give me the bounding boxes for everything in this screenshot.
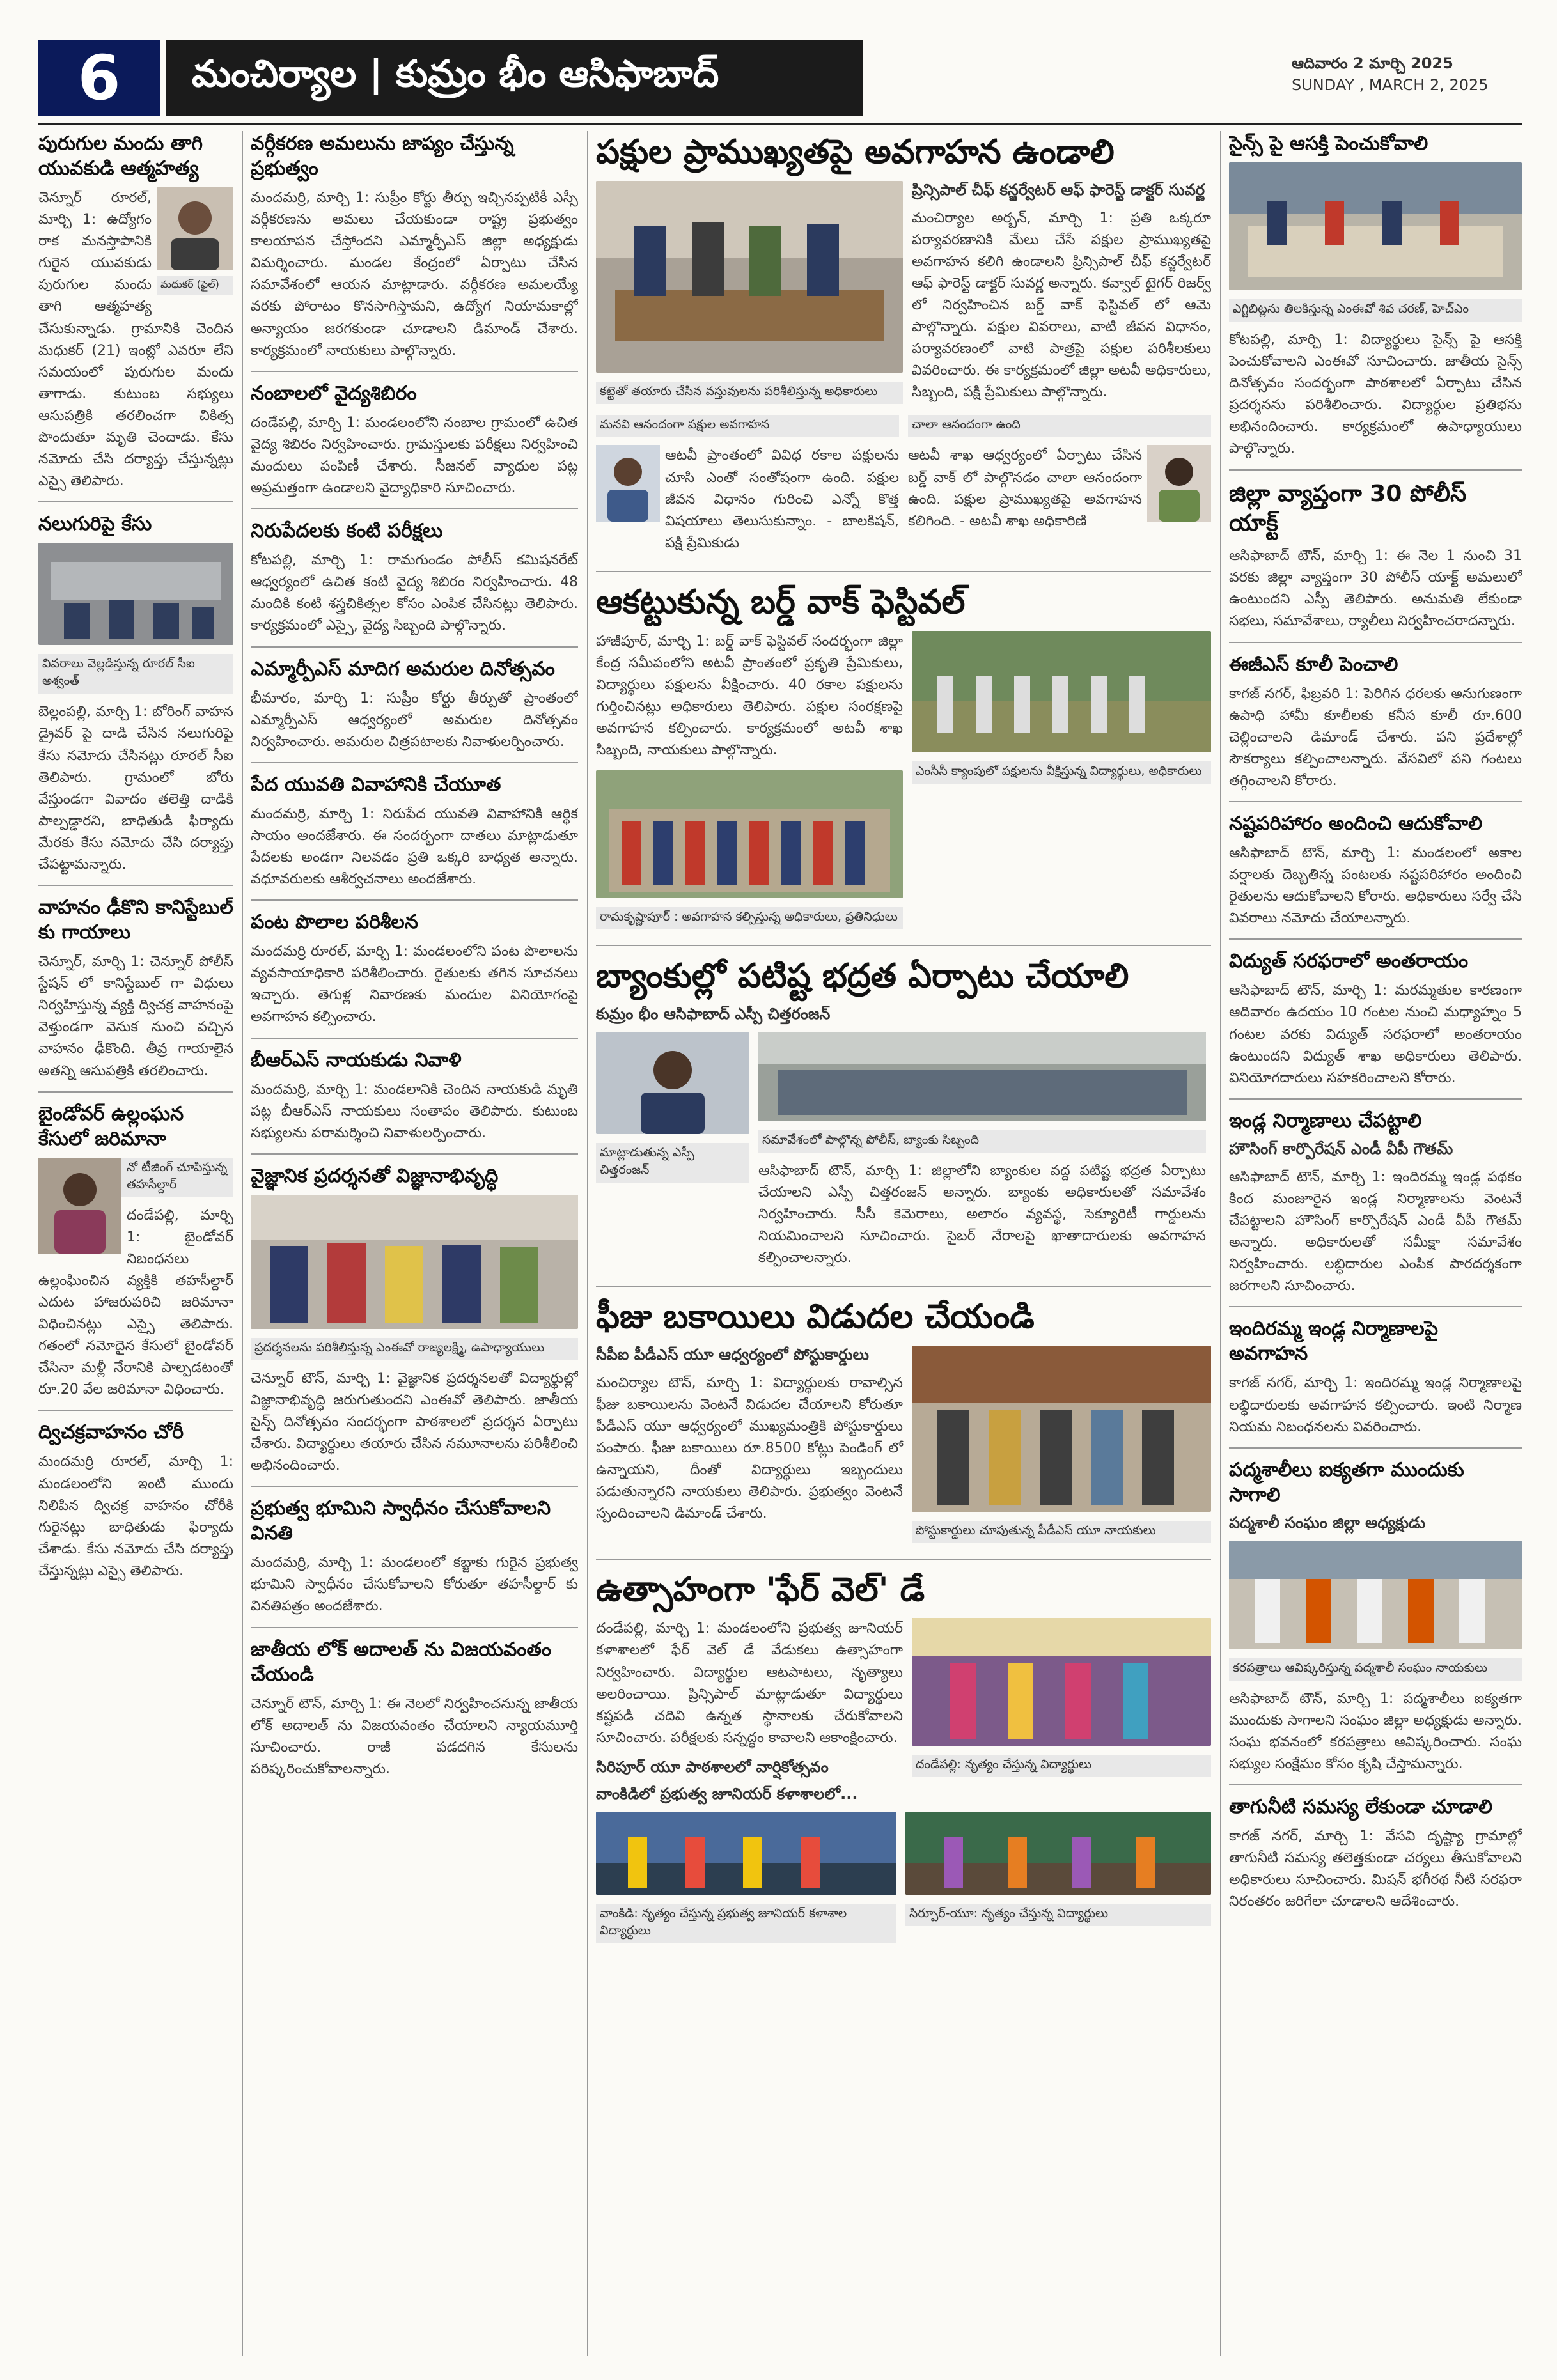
article-body: చెన్నూర్ రూరల్, మార్చి 1: ఉద్యోగం రాక మనస్తాపానికి గురైన యువకుడు పురుగుల మందు తాగి ఆత్మహత్య చేసుకున్నాడు. గ్రామానికి చెందిన మధుకర్ (21) ఇంట్లో ఎవరూ లేని సమయంలో పురుగుల మందు తాగాడు. కుటుంబ సభ్యులు ఆసుపత్రికి తరలించగా చికిత్స పొందుతూ మృతి చెందాడు. కేసు నమోదు చేసి దర్యాప్తు చేస్తున్నట్లు ఎస్సై తెలిపారు. <box>38 190 233 490</box>
article-body: కోటపల్లి, మార్చి 1: రామగుండం పోలీస్ కమిషనరేట్ ఆధ్వర్యంలో ఉచిత కంటి వైద్య శిబిరం నిర్వహించారు. 48 మందికి కంటి శస్త్రచికిత్సల కోసం ఎంపిక చేసినట్లు తెలిపారు. కార్యక్రమంలో ఎస్సై, వైద్య సిబ్బంది పాల్గొన్నారు. <box>251 552 578 634</box>
divider <box>596 945 1211 946</box>
divider <box>251 1038 578 1039</box>
date-telugu: ఆదివారం 2 మార్చి 2025 <box>1292 54 1453 72</box>
quote-content <box>908 445 1211 541</box>
divider <box>38 1091 233 1093</box>
article-body: కాగజ్ నగర్, ఫిబ్రవరి 1: పెరిగిన ధరలకు అనుగుణంగా ఉపాధి హామీ కూలీలకు కనీస కూలీ రూ.600 చెల్లించాలని డిమాండ్ చేశారు. పని ప్రదేశాల్లో సౌకర్యాలు కల్పించాలన్నారు. వేసవిలో పని గంటలు తగ్గించాలని కోరారు. <box>1229 685 1522 789</box>
headline: వైజ్ఞానిక ప్రదర్శనతో విజ్ఞానాభివృద్ధి <box>251 1164 499 1187</box>
headline: విద్యుత్ సరఫరాలో అంతరాయం <box>1229 950 1469 973</box>
article <box>596 1569 1211 1951</box>
text-block <box>596 1618 903 1812</box>
text-block <box>596 631 903 938</box>
article <box>251 1496 578 1617</box>
article-body: చెన్నూర్ టౌన్, మార్చి 1: వైజ్ఞానిక ప్రదర్శనలతో విద్యార్థుల్లో విజ్ఞానాభివృద్ధి జరుగుతుందని ఎంఈవో తెలిపారు. జాతీయ సైన్స్ దినోత్సవం సందర్భంగా పాఠశాలలో ప్రదర్శన ఏర్పాటు చేశారు. విద్యార్థులు తయారు చేసిన నమూనాలను పరిశీలించి అభినందించారు. <box>251 1370 578 1474</box>
photo-caption: కట్టెతో తయారు చేసిన వస్తువులను పరిశీలిస్తున్న అధికారులు <box>596 382 903 404</box>
portrait-photo <box>157 187 233 270</box>
divider <box>251 762 578 763</box>
news-photo <box>1229 162 1522 290</box>
divider <box>251 371 578 372</box>
article-body: మందమర్రి, మార్చి 1: మండలానికి చెందిన నాయకుడి మృతి పట్ల బీఆర్ఎస్ నాయకులు సంతాపం తెలిపారు. కుటుంబ సభ్యులను పరామర్శించి నివాళులర్పించారు. <box>251 1081 578 1141</box>
column-divider <box>587 131 588 2356</box>
article-body: హాజీపూర్, మార్చి 1: బర్డ్ వాక్ ఫెస్టివల్ సందర్భంగా జిల్లా కేంద్ర సమీపంలోని అటవీ ప్రాంతంలో ప్రకృతి ప్రేమికులు, విద్యార్థులు పక్షులను వీక్షించారు. 40 రకాల పక్షులను గుర్తించినట్లు అధికారులు తెలిపారు. పక్షుల సంరక్షణపై అవగాహన కల్పించారు. కార్యక్రమంలో అటవీ శాఖ సిబ్బంది, నాయకులు పాల్గొన్నారు. <box>596 633 903 758</box>
quote-content <box>596 445 899 563</box>
article-body: మందమర్రి, మార్చి 1: మండలంలో కబ్జాకు గురైన ప్రభుత్వ భూమిని స్వాధీనం చేసుకోవాలని కోరుతూ తహసీల్దార్ కు వినతిపత్రం అందజేశారు. <box>251 1555 578 1615</box>
photo-block <box>912 1618 1211 1812</box>
headline: ఎమ్మార్పీఎస్ మాదిగ అమరుల దినోత్సవం <box>251 657 555 680</box>
news-photo <box>596 1032 749 1134</box>
article <box>38 1420 233 1582</box>
divider <box>1229 469 1522 471</box>
article <box>1229 1458 1522 1775</box>
photo-block <box>596 1032 749 1278</box>
photo-block <box>912 1346 1211 1551</box>
portrait-photo <box>38 1158 121 1254</box>
headline: సైన్స్ పై ఆసక్తి పెంచుకోవాలి <box>1229 132 1428 155</box>
column-4 <box>1229 131 1522 2356</box>
headline: పంట పొలాల పరిశీలన <box>251 911 418 934</box>
divider <box>1229 801 1522 802</box>
divider <box>596 1559 1211 1560</box>
article <box>251 381 578 499</box>
subheading: వాంకిడిలో ప్రభుత్వ జూనియర్ కళాశాలలో... <box>596 1784 858 1803</box>
quote-text: ఆటవీ శాఖ ఆధ్వర్యంలో ఏర్పాటు చేసిన బర్డ్ వాక్ లో పాల్గొనడం చాలా ఆనందంగా ఉంది. పక్షుల ప్రాముఖ్యతపై అవగాహన కలిగింది. - అటవీ శాఖ అధికారిణి <box>908 447 1142 529</box>
quote-text: ఆటవీ ప్రాంతంలో వివిధ రకాల పక్షులను చూసి ఎంతో సంతోషంగా ఉంది. పక్షుల జీవన విధానం గురించి ఎన్నో కొత్త విషయాలు తెలుసుకున్నాం. - బాలకిషన్, పక్షి ప్రేమికుడు <box>665 447 899 551</box>
article <box>38 1101 233 1401</box>
article-body: మందమర్రి, మార్చి 1: సుప్రీం కోర్టు తీర్పు ఇచ్చినప్పటికీ ఎస్సీ వర్గీకరణను అమలు చేయకుండా రాష్ట్ర ప్రభుత్వం కాలయాపన చేస్తోందని ఎమ్మార్పీఎస్ జిల్లా అధ్యక్షుడు విమర్శించారు. మండల కేంద్రంలో ఏర్పాటు చేసిన సమావేశంలో ఆయన మాట్లాడారు. వర్గీకరణ అమలయ్యే వరకు పోరాటం కొనసాగిస్తామని, ఉద్యోగ నియామకాల్లో అన్యాయం జరగకుండా చూడాలని డిమాండ్ చేశారు. కార్యక్రమంలో నాయకులు పాల్గొన్నారు. <box>251 190 578 359</box>
photo-row <box>596 1812 1211 1951</box>
divider <box>38 501 233 502</box>
page-title: మంచిర్యాల | కుమ్రం భీం ఆసిఫాబాద్ <box>166 40 863 116</box>
article <box>596 955 1211 1278</box>
masthead-rule <box>38 123 1522 125</box>
article <box>38 131 233 492</box>
headline: ఈజీఎస్ కూలీ పెంచాలి <box>1229 653 1398 676</box>
news-photo <box>1229 1541 1522 1649</box>
article <box>251 518 578 637</box>
photo-block <box>596 1812 896 1951</box>
headline: ఇందిరమ్మ ఇండ్ల నిర్మాణాలపై అవగాహన <box>1229 1318 1438 1365</box>
article-row <box>596 631 1211 938</box>
masthead <box>38 40 1522 116</box>
subheading: సిరిపూర్ యూ పాఠశాలలో వార్షికోత్సవం <box>596 1757 829 1776</box>
news-photo <box>912 631 1211 752</box>
article <box>1229 1108 1522 1298</box>
headline: పేద యువతి వివాహానికి చేయూత <box>251 773 501 796</box>
article <box>1229 131 1522 460</box>
article-body: మంచిర్యాల టౌన్, మార్చి 1: విద్యార్థులకు రావాల్సిన ఫీజు బకాయిలను వెంటనే విడుదల చేయాలని కోరుతూ పీడీఎస్ యూ ఆధ్వర్యంలో ముఖ్యమంత్రికి పోస్టుకార్డులు పంపారు. ఫీజు బకాయిలు రూ.8500 కోట్లు పెండింగ్ లో ఉన్నాయని, దీంతో విద్యార్థులు ఇబ్బందులు పడుతున్నారని నాయకులు తెలిపారు. ప్రభుత్వం వెంటనే స్పందించాలని డిమాండ్ చేశారు. <box>596 1374 903 1522</box>
quote-portrait <box>1147 445 1211 522</box>
headline: పద్మశాలీలు ఐక్యతగా ముందుకు సాగాలి <box>1229 1458 1464 1506</box>
article-body: ఆసిఫాబాద్ టౌన్, మార్చి 1: జిల్లాలోని బ్యాంకుల వద్ద పటిష్ట భద్రత ఏర్పాటు చేయాలని ఎస్పీ చిత్తరంజన్ అన్నారు. బ్యాంకు అధికారులతో సమావేశం నిర్వహించారు. సీసీ కెమెరాలు, అలారం వ్యవస్థ, సెక్యూరిటీ గార్డులను నియమించాలని సూచించారు. సైబర్ నేరాలపై ఖాతాదారులకు అవగాహన కల్పించాలన్నారు. <box>758 1162 1206 1266</box>
article-body: దండేపల్లి, మార్చి 1: బైండోవర్ నిబంధనలు ఉల్లంఘించిన వ్యక్తికి తహసీల్దార్ ఎదుట హాజరుపరిచి జరిమానా విధించినట్లు ఎస్సై తెలిపారు. గతంలో నమోదైన కేసులో బైండోవర్ చేసినా మళ్లీ నేరానికి పాల్పడటంతో రూ.20 వేల జరిమానా విధించారు. <box>38 1207 233 1398</box>
column-divider <box>242 131 243 2356</box>
divider <box>1229 938 1522 940</box>
divider <box>38 885 233 886</box>
photo-caption: పోస్టుకార్డులు చూపుతున్న పీడీఎస్ యూ నాయకులు <box>912 1521 1211 1543</box>
headline: పక్షుల ప్రాముఖ్యతపై అవగాహన ఉండాలి <box>596 133 1115 171</box>
headline: ద్విచక్రవాహనం చోరీ <box>38 1421 184 1444</box>
article-body: చెన్నూర్, మార్చి 1: చెన్నూర్ పోలీస్ స్టేషన్ లో కానిస్టేబుల్ గా విధులు నిర్వహిస్తున్న వ్యక్తి ద్విచక్ర వాహనంపై వెళ్తుండగా వెనుక నుంచి వచ్చిన వాహనం ఢీకొంది. తీవ్ర గాయాలైన అతన్ని ఆసుపత్రికి తరలించారు. <box>38 954 233 1079</box>
divider <box>251 646 578 648</box>
article <box>38 895 233 1082</box>
article <box>1229 1794 1522 1913</box>
headline: బీఆర్ఎస్ నాయకుడు నివాళి <box>251 1048 462 1071</box>
article <box>251 772 578 891</box>
article-body: చెన్నూర్ టౌన్, మార్చి 1: ఈ నెలలో నిర్వహించనున్న జాతీయ లోక్ అదాలత్ ను విజయవంతం చేయాలని న్యాయమూర్తి సూచించారు. రాజీ పడదగిన కేసులను పరిష్కరించుకోవాలన్నారు. <box>251 1695 578 1777</box>
article-row <box>596 1346 1211 1551</box>
article <box>596 581 1211 937</box>
headline: బైండోవర్ ఉల్లంఘన కేసులో జరిమానా <box>38 1102 184 1150</box>
portrait <box>157 187 233 303</box>
article-body: దండేపల్లి, మార్చి 1: మండలంలోని ప్రభుత్వ జూనియర్ కళాశాలలో ఫేర్ వెల్ డే వేడుకలు ఉత్సాహంగా నిర్వహించారు. విద్యార్థుల ఆటపాటలు, నృత్యాలు అలరించాయి. ప్రిన్సిపాల్ మాట్లాడుతూ విద్యార్థులు కష్టపడి చదివి ఉన్నత స్థానాలకు చేరుకోవాలని సూచించారు. పరీక్షలకు సన్నద్ధం కావాలని ఆకాంక్షించారు. <box>596 1621 903 1746</box>
article <box>1229 1316 1522 1438</box>
column-2 <box>251 131 578 2356</box>
news-photo <box>596 1812 896 1895</box>
article <box>251 1048 578 1144</box>
article-body: దండేపల్లి, మార్చి 1: మండలంలోని నంబాల గ్రామంలో ఉచిత వైద్య శిబిరం నిర్వహించారు. గ్రామస్తులకు పరీక్షలు నిర్వహించి మందులు పంపిణీ చేశారు. సీజనల్ వ్యాధుల పట్ల అప్రమత్తంగా ఉండాలని వైద్యాధికారి సూచించారు. <box>251 414 578 497</box>
photo-caption: మధుకర్ (ఫైల్) <box>157 276 233 295</box>
news-photo <box>251 1195 578 1329</box>
article-row <box>596 181 1211 413</box>
date-english: SUNDAY , MARCH 2, 2025 <box>1292 76 1489 94</box>
article-body: ఆసిఫాబాద్ టౌన్, మార్చి 1: మరమ్మతుల కారణంగా ఆదివారం ఉదయం 10 గంటల నుంచి మధ్యాహ్నం 5 గంటల వరకు విద్యుత్ సరఫరాలో అంతరాయం ఉంటుందని విద్యుత్ శాఖ అధికారులు తెలిపారు. వినియోగదారులు సహకరించాలని కోరారు. <box>1229 983 1522 1086</box>
photo-caption: ప్రదర్శనలను పరిశీలిస్తున్న ఎంఈవో రాజ్యలక్ష్మి, ఉపాధ్యాయులు <box>251 1338 578 1360</box>
article-body: కాగజ్ నగర్, మార్చి 1: ఇందిరమ్మ ఇండ్ల నిర్మాణాలపై లబ్ధిదారులకు అవగాహన కల్పించారు. ఇంటి నిర్మాణ నియమ నిబంధనలను వివరించారు. <box>1229 1375 1522 1435</box>
divider <box>596 1286 1211 1287</box>
article-body: ఆసిఫాబాద్ టౌన్, మార్చి 1: ఇందిరమ్మ ఇండ్ల పథకం కింద మంజూరైన ఇండ్ల నిర్మాణాలను వెంటనే చేపట్టాలని హౌసింగ్ కార్పొరేషన్ ఎండీ వీపీ గౌతమ్ అన్నారు. అధికారులతో సమీక్షా సమావేశం నిర్వహించారు. లబ్ధిదారుల ఎంపిక పారదర్శకంగా జరగాలని సూచించారు. <box>1229 1169 1522 1295</box>
divider <box>1229 1306 1522 1307</box>
photo-caption: సమావేశంలో పాల్గొన్న పోలీస్, బ్యాంకు సిబ్బంది <box>758 1130 1206 1153</box>
news-photo <box>596 770 903 898</box>
article <box>251 1163 578 1477</box>
divider <box>251 1627 578 1628</box>
quote-row <box>596 412 1211 563</box>
photo-caption: నో టీజింగ్ చూపిస్తున్న తహసీల్దార్ <box>38 1158 233 1197</box>
headline: నిరుపేదలకు కంటి పరీక్షలు <box>251 520 443 543</box>
article-row <box>596 1618 1211 1812</box>
article <box>251 1637 578 1780</box>
subheading: సీపీఐ పీడీఎస్ యూ ఆధ్వర్యంలో పోస్టుకార్డులు <box>596 1345 869 1364</box>
page-number: 6 <box>38 40 160 116</box>
photo-block <box>905 1812 1211 1951</box>
headline: జిల్లా వ్యాప్తంగా 30 పోలీస్ యాక్ట్ <box>1229 480 1467 537</box>
headline: జాతీయ లోక్ అదాలత్ ను విజయవంతం చేయండి <box>251 1638 552 1686</box>
portrait <box>38 1158 121 1256</box>
text-block <box>758 1032 1206 1278</box>
headline: పురుగుల మందు తాగి యువకుడి ఆత్మహత్య <box>38 132 203 180</box>
article <box>1229 652 1522 792</box>
headline: నంబాలలో వైద్యశిబిరం <box>251 382 417 405</box>
article-body: బెల్లంపల్లి, మార్చి 1: బోరింగ్ వాహన డ్రైవర్ పై దాడి చేసిన నలుగురిపై కేసు నమోదు చేసినట్లు రూరల్ సీఐ తెలిపారు. గ్రామంలో బోరు వేస్తుండగా వివాదం తలెత్తి దాడికి పాల్పడ్డారని, బాధితుడి ఫిర్యాదు మేరకు కేసు నమోదు చేసి దర్యాప్తు చేపట్టామన్నారు. <box>38 704 233 873</box>
quote-caption: మనవి ఆనందంగా పక్షుల అవగాహన <box>596 415 899 437</box>
article-body: మందమర్రి రూరల్, మార్చి 1: మండలంలోని ఇంటి ముందు నిలిపిన ద్విచక్ర వాహనం చోరీకి గురైనట్లు బాధితుడు ఫిర్యాదు చేశాడు. కేసు నమోదు చేసి దర్యాప్తు చేస్తున్నట్లు ఎస్సై తెలిపారు. <box>38 1454 233 1579</box>
photo-block <box>912 631 1211 938</box>
divider <box>38 1410 233 1411</box>
headline: ఫీజు బకాయిలు విడుదల చేయండి <box>596 1298 1035 1337</box>
article-body: కోటపల్లి, మార్చి 1: విద్యార్థులు సైన్స్ పై ఆసక్తి పెంచుకోవాలని ఎంఈవో సూచించారు. జాతీయ సైన్స్ దినోత్సవం సందర్భంగా పాఠశాలలో ఏర్పాటు చేసిన ప్రదర్శనను పరిశీలించారు. విద్యార్థుల ప్రతిభను అభినందించారు. కార్యక్రమంలో ఉపాధ్యాయులు పాల్గొన్నారు. <box>1229 332 1522 457</box>
page-date <box>1292 52 1522 96</box>
article-body: మందమర్రి రూరల్, మార్చి 1: మండలంలోని పంట పొలాలను వ్యవసాయాధికారి పరిశీలించారు. రైతులకు తగిన సూచనలు ఇచ్చారు. తెగుళ్ల నివారణకు మందుల వినియోగంపై అవగాహన కల్పించారు. <box>251 944 578 1025</box>
headline: నలుగురిపై కేసు <box>38 513 152 536</box>
headline: ఉత్సాహంగా 'ఫేర్ వెల్' డే <box>596 1570 925 1609</box>
divider <box>1229 1447 1522 1449</box>
headline: వాహనం ఢీకొని కానిస్టేబుల్ కు గాయాలు <box>38 896 233 944</box>
news-photo <box>905 1812 1211 1895</box>
article-row <box>596 1032 1211 1278</box>
photo-caption: వివరాలు వెల్లడిస్తున్న రూరల్ సీఐ అశ్వంత్ <box>38 654 233 694</box>
column-3 <box>596 131 1211 2356</box>
photo-caption: సిర్పూర్-యూ: నృత్యం చేస్తున్న విద్యార్థులు <box>905 1904 1211 1926</box>
quote-box <box>596 412 899 563</box>
photo-caption: వాంకిడి: నృత్యం చేస్తున్న ప్రభుత్వ జూనియర్ కళాశాల విద్యార్థులు <box>596 1904 896 1943</box>
photo-caption: దండేపల్లి: నృత్యం చేస్తున్న విద్యార్థులు <box>912 1755 1211 1777</box>
article-body: ఆసిఫాబాద్ టౌన్, మార్చి 1: ఈ నెల 1 నుంచి 31 వరకు జిల్లా వ్యాప్తంగా 30 పోలీస్ యాక్ట్ అమలులో ఉంటుందని ఎస్పీ తెలిపారు. అనుమతి లేకుండా సభలు, సమావేశాలు, ర్యాలీలు నిర్వహించరాదన్నారు. <box>1229 548 1522 630</box>
text-block <box>596 1346 903 1551</box>
photo-caption: రామకృష్ణాపూర్ : అవగాహన కల్పిస్తున్న అధికారులు, ప్రతినిధులు <box>596 907 903 929</box>
news-photo <box>38 543 233 645</box>
divider <box>251 508 578 509</box>
headline: వర్గీకరణ అమలును జాప్యం చేస్తున్న ప్రభుత్వం <box>251 132 514 180</box>
headline: నష్టపరిహారం అందించి ఆదుకోవాలి <box>1229 813 1482 835</box>
photo-block <box>596 181 903 413</box>
headline: తాగునీటి సమస్య లేకుండా చూడాలి <box>1229 1796 1493 1819</box>
divider <box>251 1153 578 1155</box>
news-photo <box>596 181 903 373</box>
quote-caption: చాలా ఆనందంగా ఉంది <box>908 415 1211 437</box>
news-photo <box>912 1346 1211 1512</box>
article-body: మందమర్రి, మార్చి 1: నిరుపేద యువతి వివాహానికి ఆర్థిక సాయం అందజేశారు. ఈ సందర్భంగా దాతలు మాట్లాడుతూ పేదలకు అండగా నిలవడం ప్రతి ఒక్కరి బాధ్యత అన్నారు. వధూవరులకు ఆశీర్వచనాలు అందజేశారు. <box>251 805 578 888</box>
article <box>251 910 578 1028</box>
article <box>251 131 578 362</box>
article-body: కాగజ్ నగర్, మార్చి 1: వేసవి దృష్ట్యా గ్రామాల్లో తాగునీటి సమస్య తలెత్తకుండా చర్యలు తీసుకోవాలని అధికారులు సూచించారు. మిషన్ భగీరథ నీటి సరఫరా నిరంతరం జరిగేలా చూడాలని ఆదేశించారు. <box>1229 1828 1522 1910</box>
headline: ఆకట్టుకున్న బర్డ్ వాక్ ఫెస్టివల్ <box>596 582 966 621</box>
news-photo <box>912 1618 1211 1746</box>
article-body: భీమారం, మార్చి 1: సుప్రీం కోర్టు తీర్పుతో ప్రాంతంలో ఎమ్మార్పీఎస్ ఆధ్వర్యంలో అమరుల దినోత్సవం నిర్వహించారు. అమరుల చిత్రపటాలకు నివాళులర్పించారు. <box>251 690 578 750</box>
headline: ప్రభుత్వ భూమిని స్వాధీనం చేసుకోవాలని వినతి <box>251 1497 551 1545</box>
article-body: మంచిర్యాల అర్బన్, మార్చి 1: ప్రతి ఒక్కరూ పర్యావరణానికి మేలు చేసే పక్షుల ప్రాముఖ్యతపై అవగాహన కలిగి ఉండాలని ప్రిన్సిపాల్ చీఫ్ కన్జర్వేటర్ ఆఫ్ ఫారెస్ట్ డాక్టర్ సువర్ణ అన్నారు. కవ్వాల్ టైగర్ రిజర్వ్ లో నిర్వహించిన బర్డ్ వాక్ ఫెస్టివల్ లో ఆమె పాల్గొన్నారు. పక్షుల వివరాలు, వాటి జీవన విధానం, పర్యావరణంలో వాటి పాత్రపై పక్షుల పరిశీలకులు వివరించారు. ఈ కార్యక్రమంలో జిల్లా అటవీ అధికారులు, సిబ్బంది, పక్షి ప్రేమికులు పాల్గొన్నారు. <box>912 210 1211 401</box>
divider <box>1229 642 1522 643</box>
column-1 <box>38 131 233 2356</box>
article-body: ఆసిఫాబాద్ టౌన్, మార్చి 1: మండలంలో అకాల వర్షాలకు దెబ్బతిన్న పంటలకు నష్టపరిహారం అందించి రైతులను ఆదుకోవాలని కోరారు. అధికారులు సర్వే చేసి వివరాలు నమోదు చేయాలన్నారు. <box>1229 845 1522 927</box>
subheading: పద్మశాలీ సంఘం జిల్లా అధ్యక్షుడు <box>1229 1513 1426 1532</box>
divider <box>1229 1098 1522 1100</box>
photo-caption: ఎంసీసీ క్యాంపులో పక్షులను వీక్షిస్తున్న విద్యార్థులు, అధికారులు <box>912 761 1211 784</box>
divider <box>596 571 1211 572</box>
article <box>596 1296 1211 1551</box>
quote-box <box>908 412 1211 563</box>
photo-caption: కరపత్రాలు ఆవిష్కరిస్తున్న పద్మశాలీ సంఘం నాయకులు <box>1229 1658 1522 1681</box>
divider <box>251 899 578 901</box>
headline: ఇండ్ల నిర్మాణాలు చేపట్టాలి <box>1229 1109 1422 1132</box>
article-body: ఆసిఫాబాద్ టౌన్, మార్చి 1: పద్మశాలీలు ఐక్యతగా ముందుకు సాగాలని సంఘం జిల్లా అధ్యక్షుడు అన్నారు. సంఘ భవనంలో కరపత్రాలు ఆవిష్కరించారు. సంఘ సభ్యుల సంక్షేమం కోసం కృషి చేస్తామన్నారు. <box>1229 1690 1522 1772</box>
article <box>251 657 578 753</box>
subheading: హౌసింగ్ కార్పొరేషన్ ఎండీ వీపీ గౌతమ్ <box>1229 1139 1453 1158</box>
photo-caption: ఎగ్జిబిట్లను తిలకిస్తున్న ఎంఈవో శివ చరణ్, హెచ్ఎం <box>1229 299 1522 322</box>
divider <box>251 1486 578 1487</box>
article <box>38 511 233 876</box>
headline: బ్యాంకుల్లో పటిష్ట భద్రత ఏర్పాటు చేయాలి <box>596 957 1129 996</box>
article <box>1229 479 1522 633</box>
article <box>596 131 1211 563</box>
news-photo <box>758 1032 1206 1121</box>
photo-caption: మాట్లాడుతున్న ఎస్పీ చిత్తరంజన్ <box>596 1143 749 1183</box>
column-divider <box>1220 131 1221 2356</box>
article <box>1229 949 1522 1089</box>
divider <box>1229 1784 1522 1785</box>
quote-portrait <box>596 445 660 522</box>
subheading: కుమ్రం భీం ఆసిఫాబాద్ ఎస్పీ చిత్తరంజన్ <box>596 1004 831 1023</box>
article <box>1229 811 1522 929</box>
text-block <box>912 181 1211 413</box>
subheading: ప్రిన్సిపాల్ చీఫ్ కన్జర్వేటర్ ఆఫ్ ఫారెస్ట్ డాక్టర్ సువర్ణ <box>912 180 1205 199</box>
